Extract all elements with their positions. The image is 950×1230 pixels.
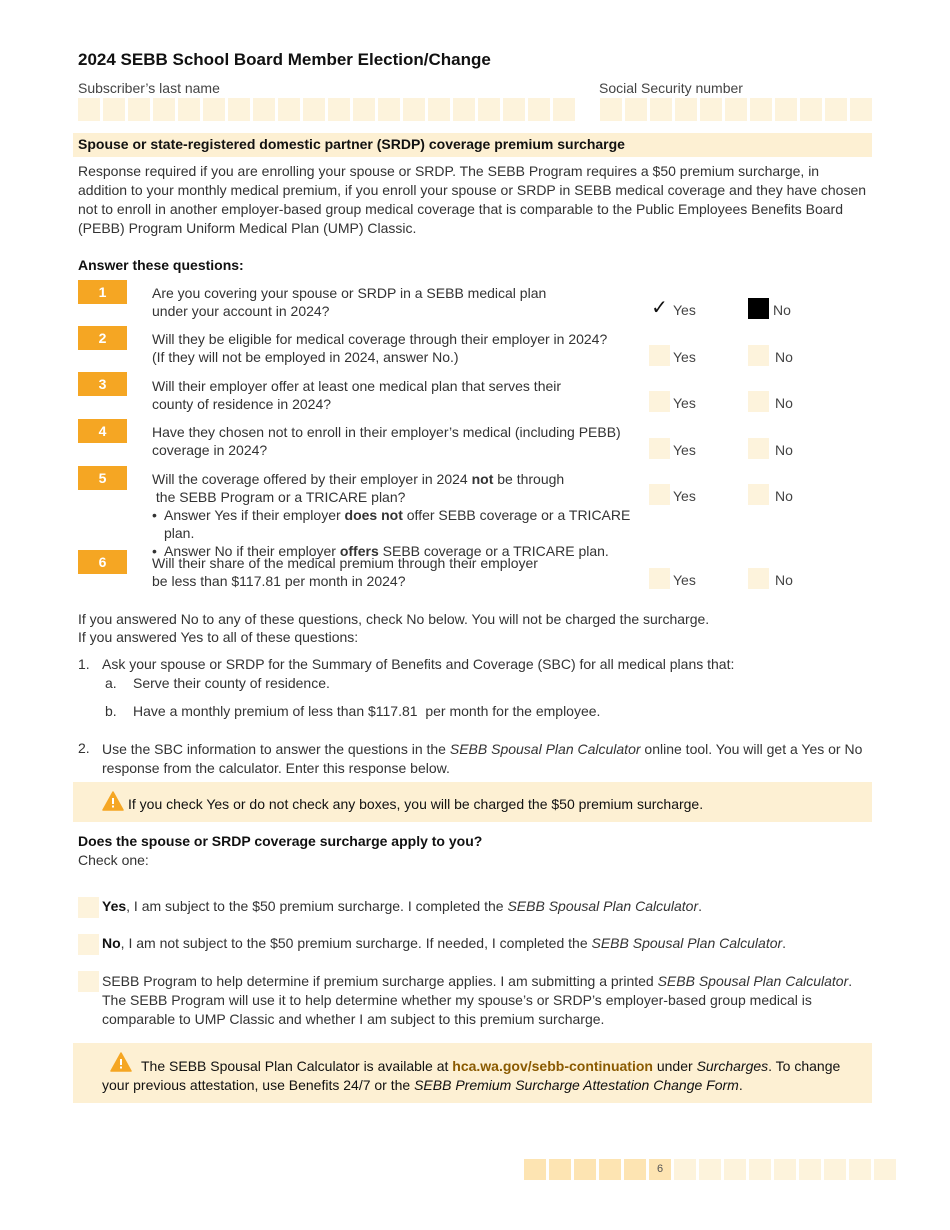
text-run-italic: SEBB Spousal Plan Calculator [507, 898, 699, 914]
page-cell [524, 1159, 546, 1180]
no-label: No [775, 349, 793, 365]
calculator-info-box [73, 1043, 872, 1103]
text-run: Answer Yes if their employer [164, 507, 345, 523]
q6-yes-checkbox[interactable] [649, 568, 670, 589]
q5-yes-checkbox[interactable] [649, 484, 670, 505]
apply-subheading: Check one: [78, 852, 149, 868]
warning-icon [102, 791, 124, 811]
text-run-bold: Yes [102, 898, 127, 914]
page-cell [699, 1159, 721, 1180]
instructions [78, 610, 868, 646]
page-cell [824, 1159, 846, 1180]
q3-no-checkbox[interactable] [748, 391, 769, 412]
page-cell [574, 1159, 596, 1180]
yes-label: Yes [673, 395, 696, 411]
question-text [152, 554, 652, 590]
question-line [152, 470, 652, 488]
page-number: 6 [649, 1159, 671, 1180]
page-title: 2024 SEBB School Board Member Election/Change [78, 50, 491, 69]
question-text [152, 284, 652, 320]
q1-yes-checkbox[interactable]: ✓ [651, 297, 668, 319]
surcharge-yes-checkbox[interactable] [78, 897, 99, 918]
q4-yes-checkbox[interactable] [649, 438, 670, 459]
text-run: online tool. You will get a Yes or No response from the calculator. Enter this response below. [102, 741, 863, 776]
question-line: coverage in 2024? [152, 442, 268, 458]
surcharge-yes-option: Yes, I am subject to the $50 premium surcharge. I completed the SEBB Spousal Plan Calculator. [102, 898, 703, 914]
yes-label: Yes [673, 572, 696, 588]
page-cell [624, 1159, 646, 1180]
text-run: , I am subject to the $50 premium surcharge. I completed the [126, 898, 508, 914]
last-name-label: Subscriber’s last name [78, 80, 220, 96]
step-1b-text: Have a monthly premium of less than $117.81 per month for the employee. [133, 703, 601, 719]
q6-no-checkbox[interactable] [748, 568, 769, 589]
text-run: Answer No if their employer [164, 543, 340, 559]
step-1b-letter: b. [105, 703, 117, 719]
text-run: . The SEBB Program will use it to help determine whether my spouse’s or SRDP’s employer-based group medical is comparable to UMP Classic and whether I am subject to this premium surcharge. [102, 973, 853, 1027]
instruction-line: If you answered No to any of these questions, check No below. You will not be charged the surcharge. [78, 611, 710, 627]
text-run-italic: SEBB Spousal Plan Calculator [591, 935, 783, 951]
apply-heading: Does the spouse or SRDP coverage surcharge apply to you? [78, 833, 483, 849]
page-cell [549, 1159, 571, 1180]
text-run-italic: Surcharges [696, 1058, 769, 1074]
yes-label: Yes [673, 488, 696, 504]
no-label: No [775, 442, 793, 458]
text-run-bold: not [471, 471, 494, 487]
q5-no-checkbox[interactable] [748, 484, 769, 505]
text-run: under [652, 1058, 697, 1074]
section-intro: Response required if you are enrolling your spouse or SRDP. The SEBB Program requires a $50 premium surcharge, in addition to your monthly medical premium, if you enroll your spouse or SRDP in SEBB medical coverage and they have chosen not to enroll in another employer-based group medical coverage that is comparable to the Public Employees Benefits Board (PEBB) Program Uniform Medical Plan (UMP) Classic. [78, 163, 867, 236]
text-run: SEBB coverage or a TRICARE plan. [378, 543, 609, 559]
text-run: The SEBB Spousal Plan Calculator is available at [141, 1058, 453, 1074]
text-run-bold: No [102, 935, 121, 951]
no-label: No [775, 488, 793, 504]
question-line: Will their employer offer at least one medical plan that serves their [152, 378, 562, 394]
question-text [152, 423, 652, 459]
step-1-text: Ask your spouse or SRDP for the Summary of Benefits and Coverage (SBC) for all medical plans that: [102, 656, 735, 672]
surcharge-no-checkbox[interactable] [78, 934, 99, 955]
question-text [152, 330, 652, 366]
no-label: No [775, 395, 793, 411]
step-2-number: 2. [78, 740, 90, 756]
question-line: Will their share of the medical premium through their employer [152, 555, 538, 571]
text-run: SEBB Program to help determine if premium surcharge applies. I am submitting a printed [102, 973, 658, 989]
calculator-info-text [102, 1057, 852, 1095]
page-cell [774, 1159, 796, 1180]
text-run-italic: SEBB Spousal Plan Calculator [449, 741, 641, 757]
question-number: 2 [78, 326, 127, 350]
question-number: 5 [78, 466, 127, 490]
surcharge-no-option: No, I am not subject to the $50 premium surcharge. If needed, I completed the SEBB Spousal Plan Calculator. [102, 935, 787, 951]
warning-text: If you check Yes or do not check any boxes, you will be charged the $50 premium surcharge. [128, 796, 704, 812]
page-cell [724, 1159, 746, 1180]
sebb-continuation-link[interactable]: hca.wa.gov/sebb-continuation [452, 1058, 653, 1074]
step-2-text [102, 740, 867, 778]
last-name-input[interactable] [78, 98, 575, 121]
question-number: 6 [78, 550, 127, 574]
text-run: . [738, 1077, 743, 1093]
text-run-italic: SEBB Premium Surcharge Attestation Change Form [414, 1077, 739, 1093]
section-heading-bar [73, 133, 872, 157]
question-line: under your account in 2024? [152, 303, 330, 319]
question-line: (If they will not be employed in 2024, answer No.) [152, 349, 459, 365]
question-line: Are you covering your spouse or SRDP in a SEBB medical plan [152, 285, 547, 301]
text-run: , I am not subject to the $50 premium surcharge. If needed, I completed the [120, 935, 592, 951]
yes-label: Yes [673, 302, 696, 318]
step-1a-letter: a. [105, 675, 117, 691]
bullet-item [152, 506, 652, 542]
yes-label: Yes [673, 349, 696, 365]
text-run: Will the coverage offered by their employer in 2024 [152, 471, 472, 487]
surcharge-submit-option [102, 972, 867, 1029]
ssn-input[interactable] [600, 98, 872, 121]
page-indicator [524, 1159, 896, 1180]
no-label: No [773, 302, 791, 318]
question-number: 1 [78, 280, 127, 304]
text-run-italic: SEBB Spousal Plan Calculator [657, 973, 849, 989]
step-1-number: 1. [78, 656, 90, 672]
question-text [152, 377, 652, 413]
page-cell [599, 1159, 621, 1180]
section-heading: Spouse or state-registered domestic partner (SRDP) coverage premium surcharge [78, 136, 625, 152]
text-run: . To change your previous attestation, use Benefits 24/7 or the [102, 1058, 841, 1093]
page-cell [874, 1159, 896, 1180]
text-run: be through [493, 471, 565, 487]
question-line: Will they be eligible for medical coverage through their employer in 2024? [152, 331, 608, 347]
question-line: county of residence in 2024? [152, 396, 332, 412]
page-cell [849, 1159, 871, 1180]
no-label: No [775, 572, 793, 588]
instruction-line: If you answered Yes to all of these questions: [78, 629, 359, 645]
text-run-bold: does not [344, 507, 403, 523]
question-line: the SEBB Program or a TRICARE plan? [152, 489, 406, 505]
q3-yes-checkbox[interactable] [649, 391, 670, 412]
page-cell [674, 1159, 696, 1180]
question-number: 4 [78, 419, 127, 443]
q4-no-checkbox[interactable] [748, 438, 769, 459]
question-text [152, 470, 652, 560]
page-cell [799, 1159, 821, 1180]
q2-yes-checkbox[interactable] [649, 345, 670, 366]
ssn-label: Social Security number [599, 80, 743, 96]
surcharge-warning [73, 782, 872, 822]
text-run-bold: offers [339, 543, 379, 559]
step-1a-text: Serve their county of residence. [133, 675, 330, 691]
questions-heading: Answer these questions: [78, 257, 244, 273]
q2-no-checkbox[interactable] [748, 345, 769, 366]
text-run: Use the SBC information to answer the questions in the [102, 741, 450, 757]
question-line: Have they chosen not to enroll in their employer’s medical (including PEBB) [152, 424, 621, 440]
yes-label: Yes [673, 442, 696, 458]
question-number: 3 [78, 372, 127, 396]
page-cell [749, 1159, 771, 1180]
surcharge-submit-calculator-checkbox[interactable] [78, 971, 99, 992]
text-run: offer SEBB coverage or a TRICARE plan. [164, 507, 631, 541]
question-line: be less than $117.81 per month in 2024? [152, 573, 406, 589]
q1-no-checkbox[interactable] [748, 298, 769, 319]
